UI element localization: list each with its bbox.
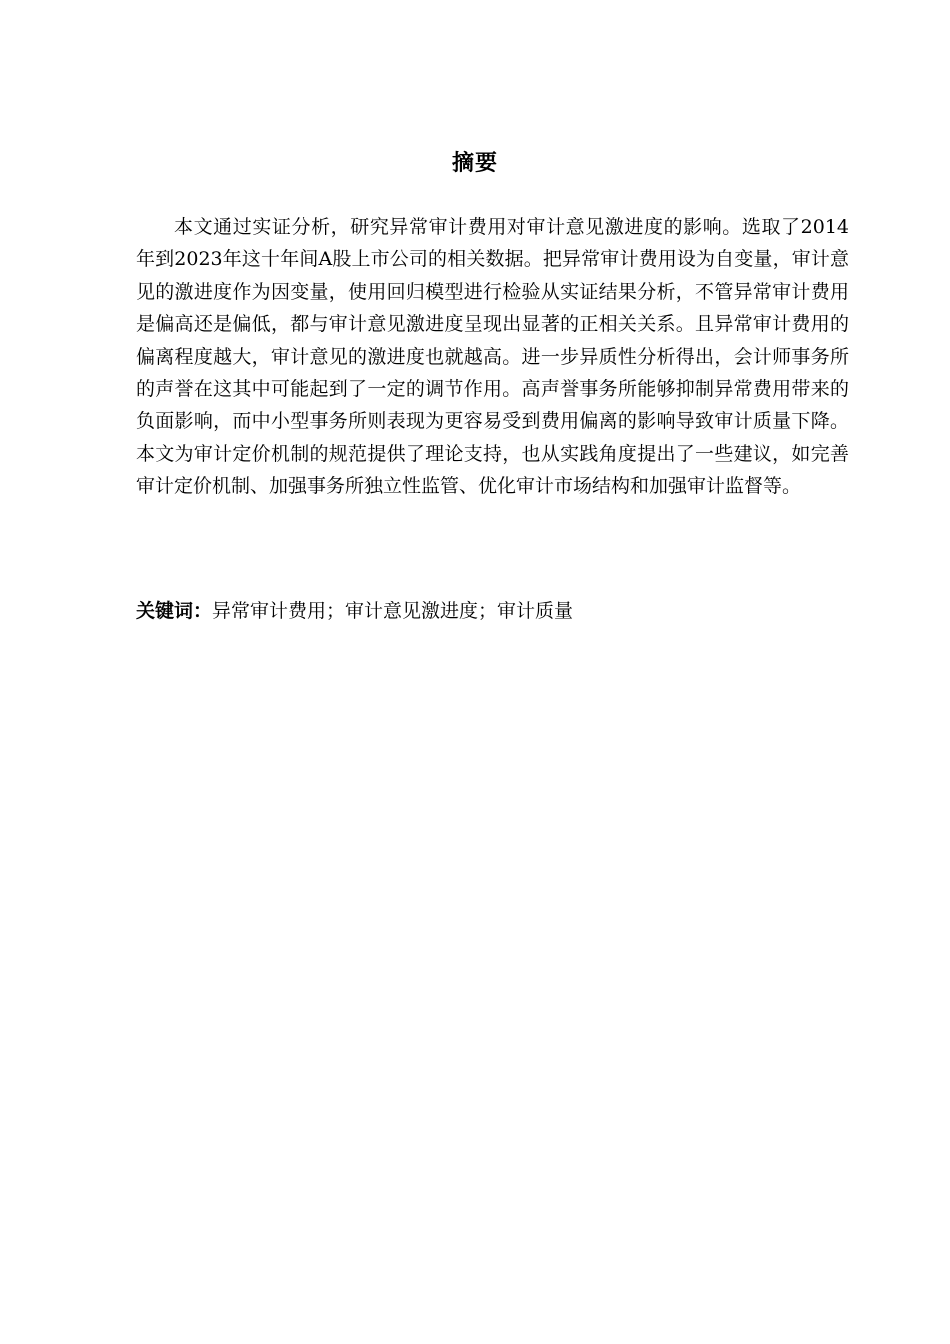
abstract-title: 摘要 (451, 151, 498, 176)
keywords-line (136, 595, 849, 627)
abstract-body: 本文通过实证分析，研究异常审计费用对审计意见激进度的影响。选取了2014年到2023年这十年间A股上市公司的相关数据。把异常审计费用设为自变量，审计意见的激进度作为因变量，使用回归模型进行检验从实证结果分析，不管异常审计费用是偏高还是偏低，都与审计意见激进度呈现出显著的正相关关系。且异常审计费用的偏离程度越大，审计意见的激进度也就越高。进一步异质性分析得出，会计师事务所的声誉在这其中可能起到了一定的调节作用。高声誉事务所能够抑制异常费用带来的负面影响，而中小型事务所则表现为更容易受到费用偏离的影响导致审计质量下降。本文为审计定价机制的规范提供了理论支持，也从实践角度提出了一些建议，如完善审计定价机制、加强事务所独立性监管、优化审计市场结构和加强审计监督等。 (136, 216, 849, 498)
keywords-text: 异常审计费用；审计意见激进度；审计质量 (212, 600, 574, 622)
keywords-label: 关键词： (136, 600, 213, 622)
